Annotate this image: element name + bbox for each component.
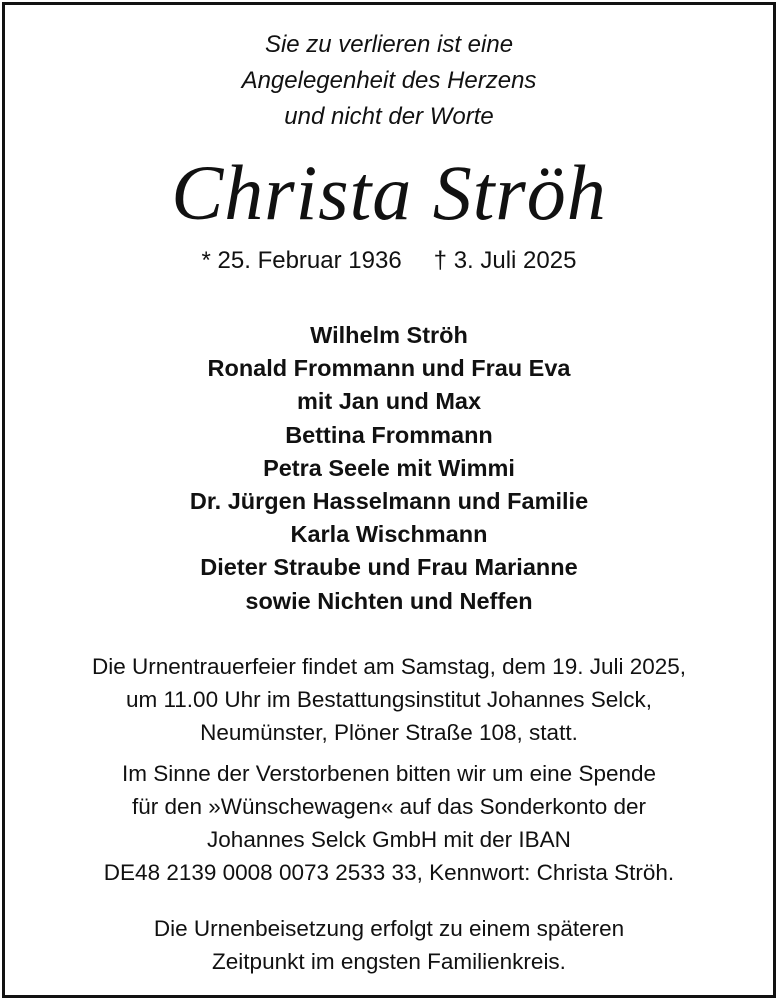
ceremony-info <box>5 650 773 749</box>
mourner-line: Ronald Frommann und Frau Eva <box>207 355 571 382</box>
motto-line: Angelegenheit des Herzens <box>241 67 537 94</box>
motto-line: Sie zu verlieren ist eine <box>264 31 514 58</box>
mourner-line: Dieter Straube und Frau Marianne <box>200 554 578 581</box>
burial-line: Die Urnenbeisetzung erfolgt zu einem späteren <box>153 916 625 941</box>
obituary-notice <box>2 2 776 998</box>
death-date: † 3. Juli 2025 <box>433 247 577 274</box>
mourner-line: Petra Seele mit Wimmi <box>263 454 515 481</box>
deceased-name: Christa Ströh <box>171 149 607 236</box>
donation-line: Johannes Selck GmbH mit der IBAN <box>207 827 571 852</box>
ceremony-line: Neumünster, Plöner Straße 108, statt. <box>200 720 578 745</box>
burial-line: Zeitpunkt im engsten Familienkreis. <box>212 949 566 974</box>
motto <box>5 27 773 135</box>
mourner-line: Bettina Frommann <box>285 421 493 448</box>
mourner-line: Karla Wischmann <box>290 521 488 548</box>
donation-line: Im Sinne der Verstorbenen bitten wir um eine Spende <box>121 761 657 786</box>
life-dates <box>5 245 773 277</box>
mourner-line: sowie Nichten und Neffen <box>245 587 533 614</box>
mourner-line: Wilhelm Ströh <box>310 322 468 348</box>
donation-line: für den »Wünschewagen« auf das Sonderkonto der <box>131 794 647 819</box>
mourner-line: mit Jan und Max <box>296 388 482 415</box>
donation-line: DE48 2139 0008 0073 2533 33, Kennwort: Christa Ströh. <box>103 860 675 885</box>
ceremony-line: Die Urnentrauerfeier findet am Samstag, dem 19. Juli 2025, <box>91 654 687 679</box>
mourner-line: Dr. Jürgen Hasselmann und Familie <box>189 488 589 515</box>
motto-line: und nicht der Worte <box>284 103 494 130</box>
ceremony-line: um 11.00 Uhr im Bestattungsinstitut Johannes Selck, <box>125 687 653 712</box>
mourners-list <box>5 319 773 618</box>
burial-info <box>5 912 773 978</box>
donation-info <box>5 757 773 889</box>
birth-date: * 25. Februar 1936 <box>201 247 402 274</box>
